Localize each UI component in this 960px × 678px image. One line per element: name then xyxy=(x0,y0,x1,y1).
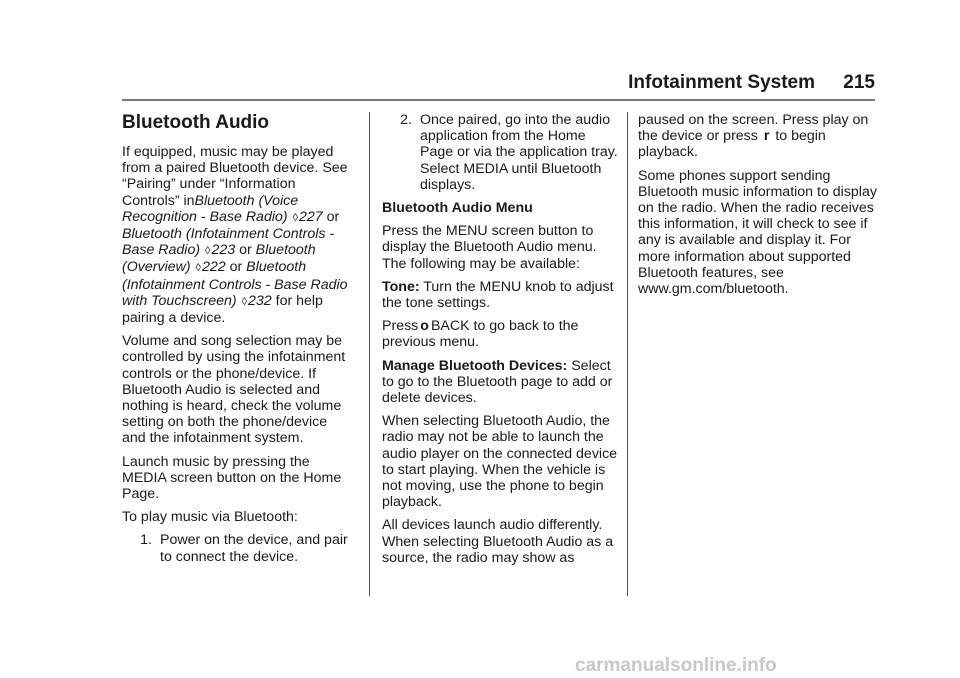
page-header xyxy=(0,72,875,96)
play-key-icon: r xyxy=(763,128,770,145)
ref-page[interactable]: 232 xyxy=(248,292,272,309)
text: BACK to go back to the previous menu. xyxy=(382,318,579,351)
ref-page[interactable]: 227 xyxy=(299,208,323,225)
watermark: carmanualsonline.info xyxy=(575,655,777,676)
tone-text: Turn the MENU knob to adjust the tone settings. xyxy=(382,278,614,312)
section-heading: Bluetooth Audio xyxy=(122,112,270,133)
list-text: Once paired, go into the audio application from the Home Page or via the application tray. Select MEDIA until Bluetooth displays. xyxy=(420,112,618,193)
cross-ref-link[interactable]: Bluetooth (Infotainment Controls - Base Radio) xyxy=(122,226,335,259)
header-title: Infotainment System xyxy=(628,72,815,93)
paragraph-phones: Some phones support sending Bluetooth music information to display on the radio. When the radio receives this information, it will check to see if any is available and display it. For more information about supported Bluetooth features, see www.gm.com/bluetooth. xyxy=(638,167,877,298)
paragraph-launch: Launch music by pressing the MEDIA screen button on the Home Page. xyxy=(122,453,342,503)
text: for help pairing a device. xyxy=(122,292,323,327)
column-divider xyxy=(627,112,628,596)
paragraph-menu: Press the MENU screen button to display the Bluetooth Audio menu. The following may be available: xyxy=(382,223,597,272)
column-right xyxy=(638,112,878,304)
page-ref-icon: ◊ xyxy=(241,295,247,308)
paragraph-launch-note: When selecting Bluetooth Audio, the radio may not be able to launch the audio player on the connected device to start playing. When the vehicle is not moving, use the phone to begin playback. xyxy=(382,413,618,511)
cross-ref-link[interactable]: Bluetooth (Voice Recognition - Base Radio) xyxy=(122,192,299,225)
paragraph-play-intro: To play music via Bluetooth: xyxy=(122,509,298,526)
paragraph-back xyxy=(382,318,618,350)
manage-text: Select to go to the Bluetooth page to add or delete devices. xyxy=(382,357,613,407)
paragraph-pairing-info xyxy=(122,144,354,326)
paragraph-devices: All devices launch audio differently. When selecting Bluetooth Audio as a source, the radio may show as xyxy=(382,517,614,566)
column-left xyxy=(122,112,354,572)
list-item xyxy=(382,112,618,193)
header-rule xyxy=(122,99,875,101)
page-number: 215 xyxy=(843,72,875,93)
paragraph-paused xyxy=(638,112,878,161)
text: or xyxy=(229,259,243,276)
ref-page[interactable]: 223 xyxy=(211,242,236,259)
list-number: 2. xyxy=(400,112,412,128)
list-item xyxy=(122,532,354,564)
page-ref-icon: ◊ xyxy=(292,211,298,224)
page-ref-icon: ◊ xyxy=(205,245,211,258)
text: to begin playback. xyxy=(638,128,826,161)
text: paused on the screen. Press play on the device or press xyxy=(638,112,869,145)
cross-ref-link[interactable]: Bluetooth (Infotainment Controls - Base Radio with Touchscreen) xyxy=(122,259,348,309)
subheading: Bluetooth Audio Menu xyxy=(382,200,533,217)
paragraph-volume: Volume and song selection may be controlled by using the infotainment controls or the phone/device. If Bluetooth Audio is selected and nothing is heard, check the volume setting on both the phone/device and the infotainment system. xyxy=(122,333,346,447)
back-key-icon: o xyxy=(420,318,429,335)
list-text: Power on the device, and pair to connect the device. xyxy=(160,532,348,565)
text: or xyxy=(326,208,340,225)
tone-label: Tone: xyxy=(382,278,420,295)
text: If equipped, music may be played from a paired Bluetooth device. See “Pairing” under “Information Controls” in xyxy=(122,144,348,209)
ref-page[interactable]: 222 xyxy=(201,259,226,276)
paragraph-tone xyxy=(382,279,618,311)
column-middle xyxy=(382,112,618,573)
page-ref-icon: ◊ xyxy=(195,262,201,275)
text: or xyxy=(239,242,252,259)
paragraph-manage xyxy=(382,358,618,407)
list-number: 1. xyxy=(140,532,152,549)
manage-label: Manage Bluetooth Devices: xyxy=(382,357,568,374)
column-divider xyxy=(369,112,370,596)
text: Press xyxy=(382,318,419,335)
cross-ref-link[interactable]: Bluetooth (Overview) xyxy=(122,242,316,276)
